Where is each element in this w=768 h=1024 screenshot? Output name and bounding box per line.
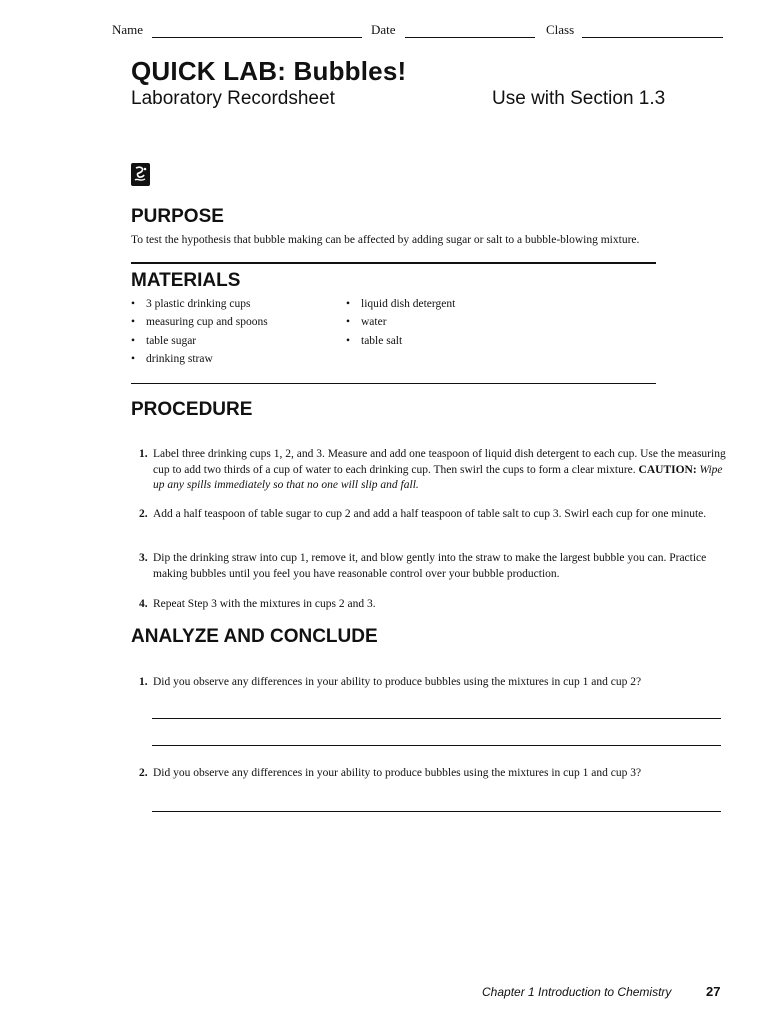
question-text: Did you observe any differences in your ability to produce bubbles using the mixtures in cup 1 and cup 3? [153,767,642,779]
class-label: Class [546,22,575,37]
materials-list-left [131,298,268,371]
page-number: 27 [706,984,721,999]
material-name: drinking straw [146,352,213,365]
procedure-step [139,507,729,523]
purpose-text: To test the hypothesis that bubble making can be affected by adding sugar or salt to a bubble-blowing mixture. [131,234,640,246]
list-item [346,335,455,353]
material-name: liquid dish detergent [361,298,456,310]
material-name: table sugar [146,334,197,347]
step-number: 4. [139,598,148,610]
step-body: Label three drinking cups 1, 2, and 3. Measure and add one teaspoon of liquid dish detergent to each cup. Use the measuring cup to add two thirds of a cup of water to each drinking cup. Then swirl the cups to form a clear mixture. [153,448,726,476]
step-number: 3. [139,552,148,564]
name-field[interactable] [152,37,362,38]
material-name: water [361,316,387,329]
page-subtitle: Laboratory Recordsheet [131,88,335,109]
page-title: QUICK LAB: Bubbles! [131,56,407,86]
materials-list-right [346,298,455,353]
procedure-heading: PROCEDURE [131,399,253,420]
bullet-icon: • [131,316,136,329]
purpose-heading: PURPOSE [131,206,224,227]
analysis-question [139,766,729,782]
bullet-icon: • [131,334,136,347]
procedure-step [139,447,729,494]
list-item [131,335,268,353]
name-label: Name [112,22,144,37]
materials-heading: MATERIALS [131,270,241,291]
procedure-step [139,551,729,582]
analyze-heading: ANALYZE AND CONCLUDE [131,626,378,647]
section-divider [131,383,656,384]
answer-line[interactable] [152,718,721,719]
list-item [131,316,268,334]
list-item [131,298,268,316]
material-name: measuring cup and spoons [146,316,268,329]
question-number: 1. [139,676,148,688]
answer-line[interactable] [152,745,721,746]
caution-label: CAUTION: [638,463,697,476]
bullet-icon: • [346,298,351,310]
question-text: Did you observe any differences in your ability to produce bubbles using the mixtures in cup 1 and cup 2? [153,676,642,688]
bullet-icon: • [346,334,351,347]
list-item [131,353,268,371]
bullet-icon: • [131,352,136,365]
section-reference: Use with Section 1.3 [492,88,666,109]
step-text: Repeat Step 3 with the mixtures in cups 2 and 3. [153,598,376,610]
footer-chapter: Chapter 1 Introduction to Chemistry [482,985,672,999]
bullet-icon: • [346,316,351,329]
date-field[interactable] [405,37,535,38]
step-text: Dip the drinking straw into cup 1, remove it, and blow gently into the straw to make the largest bubble you can. Practice making bubbles until you feel you have reasonable control over your bubble production. [153,552,707,580]
analysis-question [139,675,729,691]
material-name: table salt [361,334,403,347]
step-text [153,447,729,494]
step-number: 1. [139,448,148,460]
step-text: Add a half teaspoon of table sugar to cup 2 and add a half teaspoon of table salt to cup 3. Swirl each cup for one minute. [153,508,707,520]
class-field[interactable] [582,37,723,38]
procedure-step [139,597,729,613]
list-item [346,316,455,334]
answer-line[interactable] [152,811,721,812]
bullet-icon: • [131,298,136,310]
section-divider [131,262,656,264]
material-name: 3 plastic drinking cups [146,298,251,310]
list-item [346,298,455,316]
lab-safety-icon [131,163,150,186]
question-number: 2. [139,767,148,779]
caution-text: Wipe up any spills immediately so that no one will slip and fall. [153,463,723,491]
date-label: Date [371,22,396,37]
step-number: 2. [139,508,148,520]
